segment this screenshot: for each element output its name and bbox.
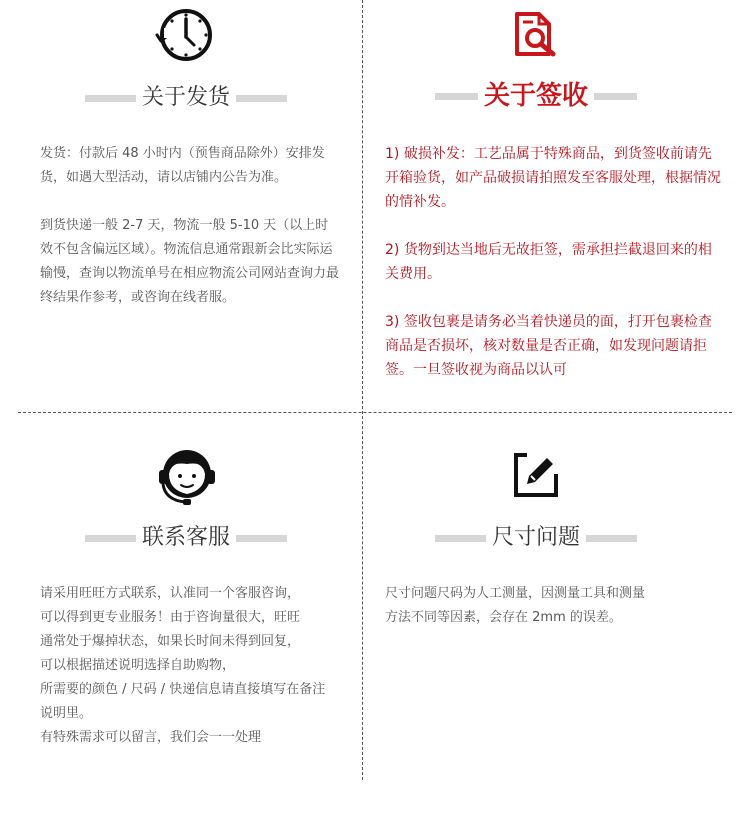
size-body <box>385 582 705 630</box>
service-heading <box>85 518 287 558</box>
shipping-section <box>0 0 375 418</box>
service-body <box>40 582 335 750</box>
service-line: 所需要的颜色 / 尺码 / 快递信息请直接填写在备注说明里。 <box>40 682 326 721</box>
signing-paragraph: 2) 货物到达当地后无故拒签，需承担拦截退回来的相关费用。 <box>385 242 712 282</box>
service-line: 通常处于爆掉状态，如果长时间未得到回复， <box>40 634 301 649</box>
service-line: 可以根据描述说明选择自助购物， <box>40 658 236 673</box>
service-line: 请采用旺旺方式联系，认准同一个客服咨询， <box>40 586 301 601</box>
size-line: 方法不同等因素，会存在 2mm 的误差。 <box>385 610 622 625</box>
size-heading <box>435 518 637 558</box>
edit-note-icon <box>513 452 559 498</box>
shipping-paragraph: 到货快递一般 2-7 天，物流一般 5-10 天（以上时效不包含偏远区域）。物流信息通常跟新会比实际运输慢，查询以物流单号在相应物流公司网站查询力最终结果作参考，或咨询在线者服。 <box>40 218 340 305</box>
signing-section <box>375 0 750 418</box>
service-section <box>0 418 375 836</box>
shipping-title: 关于发货 <box>136 85 236 110</box>
size-line: 尺寸问题尺码为人工测量，因测量工具和测量 <box>385 586 646 601</box>
size-section <box>375 418 750 836</box>
shipping-body <box>40 142 340 334</box>
signing-title: 关于签收 <box>478 81 594 111</box>
clock-icon <box>155 6 217 64</box>
headset-agent-icon <box>155 444 219 508</box>
size-title: 尺寸问题 <box>486 525 586 550</box>
shipping-heading <box>85 78 287 118</box>
service-line: 可以得到更专业服务！由于咨询量很大，旺旺 <box>40 610 301 625</box>
service-title: 联系客服 <box>136 525 236 550</box>
signing-body <box>385 142 725 406</box>
document-search-icon <box>513 10 559 58</box>
signing-paragraph: 3) 签收包裹是请务必当着快递员的面，打开包裹检查商品是否损坏，核对数量是否正确，如发现问题请拒签。一旦签收视为商品以认可 <box>385 314 712 378</box>
signing-paragraph: 1) 破损补发：工艺品属于特殊商品，到货签收前请先开箱验货，如产品破损请拍照发至客服处理，根据情况的情补发。 <box>385 146 721 210</box>
signing-heading <box>435 76 637 116</box>
service-line: 有特殊需求可以留言，我们会一一处理 <box>40 730 262 745</box>
shipping-paragraph: 发货：付款后 48 小时内（预售商品除外）安排发货，如遇大型活动，请以店铺内公告为准。 <box>40 146 325 185</box>
